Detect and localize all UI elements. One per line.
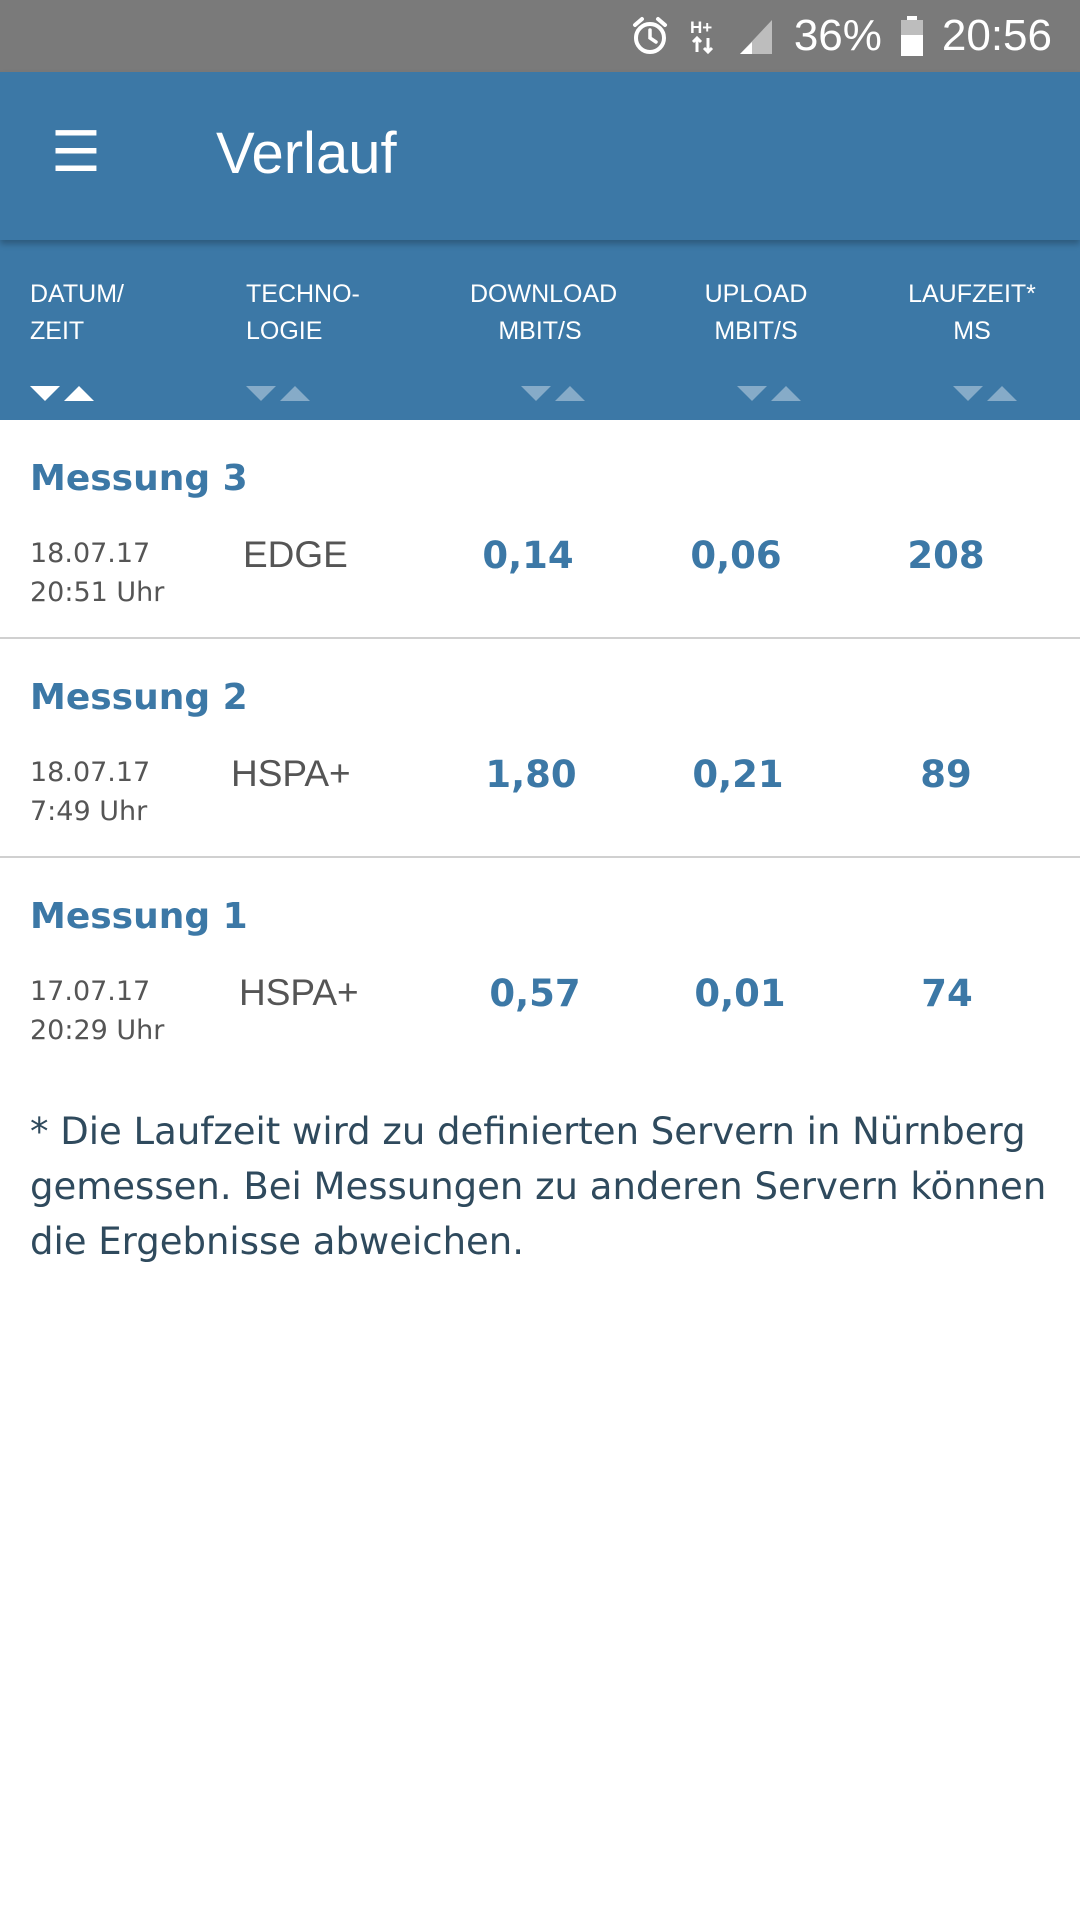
measurement-download: 0,57 <box>489 972 581 1015</box>
menu-icon[interactable]: ☰ <box>50 119 102 185</box>
sort-technology-control[interactable] <box>246 386 310 401</box>
svg-text:H+: H+ <box>689 18 713 37</box>
sort-descending-icon[interactable] <box>30 386 60 401</box>
sort-download-control[interactable] <box>521 386 585 401</box>
measurement-latency: 74 <box>921 972 973 1015</box>
sort-ascending-icon[interactable] <box>64 386 94 401</box>
measurement-date: 17.07.17 <box>30 976 151 1007</box>
measurement-technology: EDGE <box>243 534 348 575</box>
measurement-date: 18.07.17 <box>30 757 151 788</box>
sort-descending-icon[interactable] <box>737 386 767 401</box>
status-time: 20:56 <box>941 11 1052 60</box>
column-header-label: TECHNO- <box>246 280 360 308</box>
column-header-label: LOGIE <box>246 317 323 345</box>
measurement-latency: 89 <box>920 753 972 796</box>
measurement-title: Messung 1 <box>30 896 248 937</box>
sort-ascending-icon[interactable] <box>987 386 1017 401</box>
column-header-upload <box>686 276 826 350</box>
column-header-technology <box>246 276 360 350</box>
measurement-download: 1,80 <box>485 753 577 796</box>
measurement-datetime <box>30 534 164 612</box>
measurement-datetime <box>30 753 150 831</box>
measurement-technology: HSPA+ <box>231 753 351 794</box>
alarm-icon <box>630 16 670 56</box>
sort-descending-icon[interactable] <box>953 386 983 401</box>
measurement-time: 20:51 Uhr <box>30 577 165 608</box>
measurement-time: 20:29 Uhr <box>30 1015 165 1046</box>
sort-ascending-icon[interactable] <box>280 386 310 401</box>
measurement-title: Messung 2 <box>30 677 248 718</box>
column-header-label: DATUM/ <box>30 280 124 308</box>
column-header-label: UPLOAD <box>704 280 808 308</box>
sort-latency-control[interactable] <box>953 386 1017 401</box>
measurement-title: Messung 3 <box>30 458 248 499</box>
signal-icon <box>736 16 776 56</box>
column-header-label: MBIT/S <box>714 317 798 345</box>
column-header-label: MS <box>953 317 991 345</box>
measurement-datetime <box>30 972 164 1050</box>
sort-date-control[interactable] <box>30 386 94 401</box>
column-header-latency <box>902 276 1042 350</box>
measurement-upload: 0,01 <box>694 972 786 1015</box>
column-header-label: DOWNLOAD <box>470 280 618 308</box>
app-bar <box>0 72 1080 240</box>
table-row[interactable] <box>0 639 1080 858</box>
measurement-download: 0,14 <box>482 534 574 577</box>
measurement-time: 7:49 Uhr <box>30 796 148 827</box>
latency-footnote: * Die Laufzeit wird zu definierten Servern in Nürnberg gemessen. Bei Messungen zu anderen Servern können die Ergebnisse abweichen. <box>30 1110 1047 1263</box>
sort-descending-icon[interactable] <box>521 386 551 401</box>
battery-percent: 36% <box>793 11 882 60</box>
network-hplus-icon <box>688 16 718 56</box>
measurement-latency: 208 <box>907 534 985 577</box>
column-header-label: LAUFZEIT* <box>908 280 1036 308</box>
column-header-label: ZEIT <box>30 317 85 345</box>
column-header-label: MBIT/S <box>498 317 582 345</box>
measurement-technology: HSPA+ <box>239 972 359 1013</box>
table-row[interactable] <box>0 858 1080 1077</box>
status-bar <box>0 0 1080 72</box>
sort-descending-icon[interactable] <box>246 386 276 401</box>
page-title: Verlauf <box>216 121 397 186</box>
sort-ascending-icon[interactable] <box>771 386 801 401</box>
measurement-upload: 0,06 <box>690 534 782 577</box>
table-header <box>0 240 1080 420</box>
sort-ascending-icon[interactable] <box>555 386 585 401</box>
sort-upload-control[interactable] <box>737 386 801 401</box>
column-header-date <box>30 276 124 350</box>
measurement-date: 18.07.17 <box>30 538 151 569</box>
column-header-download <box>470 276 618 350</box>
table-row[interactable] <box>0 420 1080 639</box>
battery-icon <box>900 15 924 57</box>
measurement-upload: 0,21 <box>692 753 784 796</box>
